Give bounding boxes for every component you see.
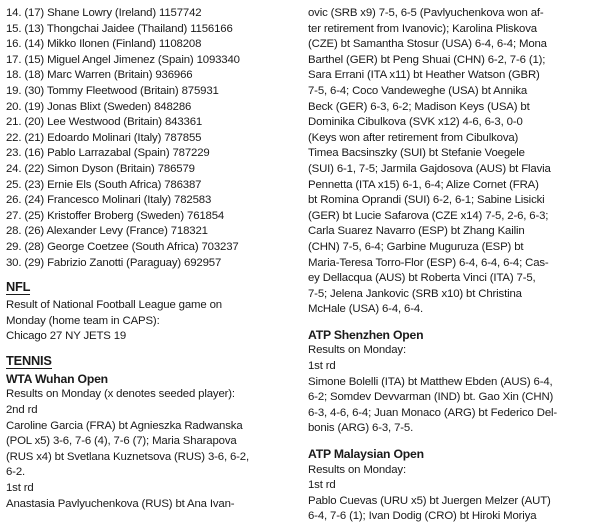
wuhan-text-line: (CZE) bt Samantha Stosur (USA) 6-4, 6-4; Mona bbox=[308, 38, 547, 51]
malaysian-text-line: 6-4, 7-6 (1); Ivan Dodig (CRO) bt Hiroki Moriya bbox=[308, 510, 537, 523]
wuhan-text-line: (POL x5) 3-6, 7-6 (4), 7-6 (7); Maria Sharapova bbox=[6, 435, 237, 448]
golf-ranking-row: 23. (16) Pablo Larrazabal (Spain) 787229 bbox=[6, 147, 210, 160]
wuhan-text-line: 2nd rd bbox=[6, 404, 38, 417]
golf-ranking-row: 16. (14) Mikko Ilonen (Finland) 1108208 bbox=[6, 38, 202, 51]
wuhan-text-line: (Keys won after retirement from Cibulkova) bbox=[308, 131, 519, 144]
wuhan-text-line: (SUI) 6-1, 7-5; Jarmila Gajdosova (AUS) bt Flavia bbox=[308, 162, 551, 175]
malaysian-section bbox=[308, 447, 596, 525]
golf-rankings-list bbox=[6, 6, 293, 271]
wuhan-text-line: Maria-Teresa Torro-Flor (ESP) 6-4, 6-4, 6-4; Cas- bbox=[308, 256, 549, 269]
shenzhen-text-line: 1st rd bbox=[308, 360, 336, 373]
wuhan-text-line: (CHN) 7-5, 6-4; Garbine Muguruza (ESP) bt bbox=[308, 240, 524, 253]
golf-ranking-row: 29. (28) George Coetzee (South Africa) 703237 bbox=[6, 240, 239, 253]
golf-ranking-row: 22. (21) Edoardo Molinari (Italy) 787855 bbox=[6, 131, 202, 144]
left-column bbox=[6, 6, 293, 512]
wuhan-text-line: bt Romina Oprandi (SUI) 6-2, 6-1; Sabine Lisicki bbox=[308, 194, 545, 207]
malaysian-text-line: Results on Monday: bbox=[308, 463, 406, 476]
nfl-heading: NFL bbox=[6, 279, 31, 295]
wuhan-text-line: McHale (USA) 6-4, 6-4. bbox=[308, 303, 424, 316]
wuhan-text-line: Caroline Garcia (FRA) bt Agnieszka Radwanska bbox=[6, 419, 243, 432]
shenzhen-results bbox=[308, 343, 596, 437]
golf-ranking-row: 25. (23) Ernie Els (South Africa) 786387 bbox=[6, 178, 202, 191]
wuhan-text-line: 7-5; Jelena Jankovic (SRB x10) bt Christina bbox=[308, 287, 522, 300]
wuhan-text-line: ey Dellacqua (AUS) bt Roberta Vinci (ITA) 7-5, bbox=[308, 272, 536, 285]
malaysian-text-line: Pablo Cuevas (URU x5) bt Juergen Melzer (AUT) bbox=[308, 494, 551, 507]
wuhan-text-line: Anastasia Pavlyuchenkova (RUS) bt Ana Ivan- bbox=[6, 497, 235, 510]
tennis-heading: TENNIS bbox=[6, 352, 52, 368]
golf-ranking-row: 14. (17) Shane Lowry (Ireland) 1157742 bbox=[6, 7, 202, 19]
wuhan-text-line: Dominika Cibulkova (SVK x12) 4-6, 6-3, 0-0 bbox=[308, 116, 523, 129]
wuhan-text-line: 7-5, 6-4; Coco Vandeweghe (USA) bt Annika bbox=[308, 84, 528, 97]
golf-ranking-row: 20. (19) Jonas Blixt (Sweden) 848286 bbox=[6, 100, 192, 113]
golf-ranking-row: 28. (26) Alexander Levy (France) 718321 bbox=[6, 225, 208, 238]
shenzhen-title: ATP Shenzhen Open bbox=[308, 327, 424, 342]
nfl-text-line: Chicago 27 NY JETS 19 bbox=[6, 330, 127, 343]
tennis-section bbox=[6, 353, 293, 512]
golf-ranking-row: 27. (25) Kristoffer Broberg (Sweden) 761854 bbox=[6, 209, 225, 222]
wuhan-text-line: (RUS x4) bt Svetlana Kuznetsova (RUS) 3-6, 6-2, bbox=[6, 450, 250, 463]
wuhan-text-line: Results on Monday (x denotes seeded player): bbox=[6, 388, 235, 401]
wuhan-text-line: Carla Suarez Navarro (ESP) bt Zhang Kailin bbox=[308, 225, 525, 238]
nfl-text-line: Monday (home team in CAPS): bbox=[6, 314, 160, 327]
wuhan-title: WTA Wuhan Open bbox=[6, 371, 108, 386]
wuhan-text-line: (GER) bt Lucie Safarova (CZE x14) 7-5, 2-6, 6-3; bbox=[308, 209, 549, 222]
shenzhen-text-line: Simone Bolelli (ITA) bt Matthew Ebden (AUS) 6-4, bbox=[308, 375, 553, 388]
malaysian-text-line: 1st rd bbox=[308, 479, 336, 492]
wuhan-text-line: Sara Errani (ITA x11) bt Heather Watson (GBR) bbox=[308, 69, 540, 82]
shenzhen-section bbox=[308, 328, 596, 437]
wuhan-text-line: Barthel (GER) bt Peng Shuai (CHN) 6-2, 7-6 (1); bbox=[308, 53, 546, 66]
wuhan-text-line: ovic (SRB x9) 7-5, 6-5 (Pavlyuchenkova won af- bbox=[308, 7, 544, 19]
wuhan-text-line: 1st rd bbox=[6, 482, 34, 495]
malaysian-results bbox=[308, 463, 596, 525]
golf-ranking-row: 24. (22) Simon Dyson (Britain) 786579 bbox=[6, 162, 195, 175]
wuhan-results bbox=[6, 387, 293, 512]
wuhan-text-line: 6-2. bbox=[6, 466, 26, 479]
golf-ranking-row: 26. (24) Francesco Molinari (Italy) 782583 bbox=[6, 194, 212, 207]
right-column bbox=[308, 6, 596, 525]
shenzhen-text-line: Results on Monday: bbox=[308, 344, 406, 357]
shenzhen-text-line: bonis (ARG) 6-3, 7-5. bbox=[308, 422, 414, 435]
nfl-section bbox=[6, 279, 293, 345]
golf-ranking-row: 17. (15) Miguel Angel Jimenez (Spain) 1093340 bbox=[6, 53, 240, 66]
golf-ranking-row: 18. (18) Marc Warren (Britain) 936966 bbox=[6, 69, 193, 82]
shenzhen-text-line: 6-2; Somdev Devvarman (IND) bt. Gao Xin (CHN) bbox=[308, 391, 554, 404]
wuhan-text-line: Timea Bacsinszky (SUI) bt Stefanie Voegele bbox=[308, 147, 525, 160]
golf-ranking-row: 19. (30) Tommy Fleetwood (Britain) 875931 bbox=[6, 84, 219, 97]
shenzhen-text-line: 6-3, 4-6, 6-4; Juan Monaco (ARG) bt Federico Del- bbox=[308, 406, 558, 419]
wuhan-text-line: Pennetta (ITA x15) 6-1, 6-4; Alize Cornet (FRA) bbox=[308, 178, 539, 191]
wuhan-results-continued bbox=[308, 6, 596, 318]
golf-ranking-row: 30. (29) Fabrizio Zanotti (Paraguay) 692957 bbox=[6, 256, 222, 269]
nfl-text-line: Result of National Football League game on bbox=[6, 299, 222, 312]
malaysian-title: ATP Malaysian Open bbox=[308, 447, 424, 462]
golf-ranking-row: 21. (20) Lee Westwood (Britain) 843361 bbox=[6, 116, 203, 129]
golf-ranking-row: 15. (13) Thongchai Jaidee (Thailand) 1156166 bbox=[6, 22, 233, 35]
nfl-results bbox=[6, 298, 293, 345]
wuhan-text-line: Beck (GER) 6-3, 6-2; Madison Keys (USA) bt bbox=[308, 100, 530, 113]
wuhan-text-line: ter retirement from Ivanovic); Karolina Pliskova bbox=[308, 22, 537, 35]
